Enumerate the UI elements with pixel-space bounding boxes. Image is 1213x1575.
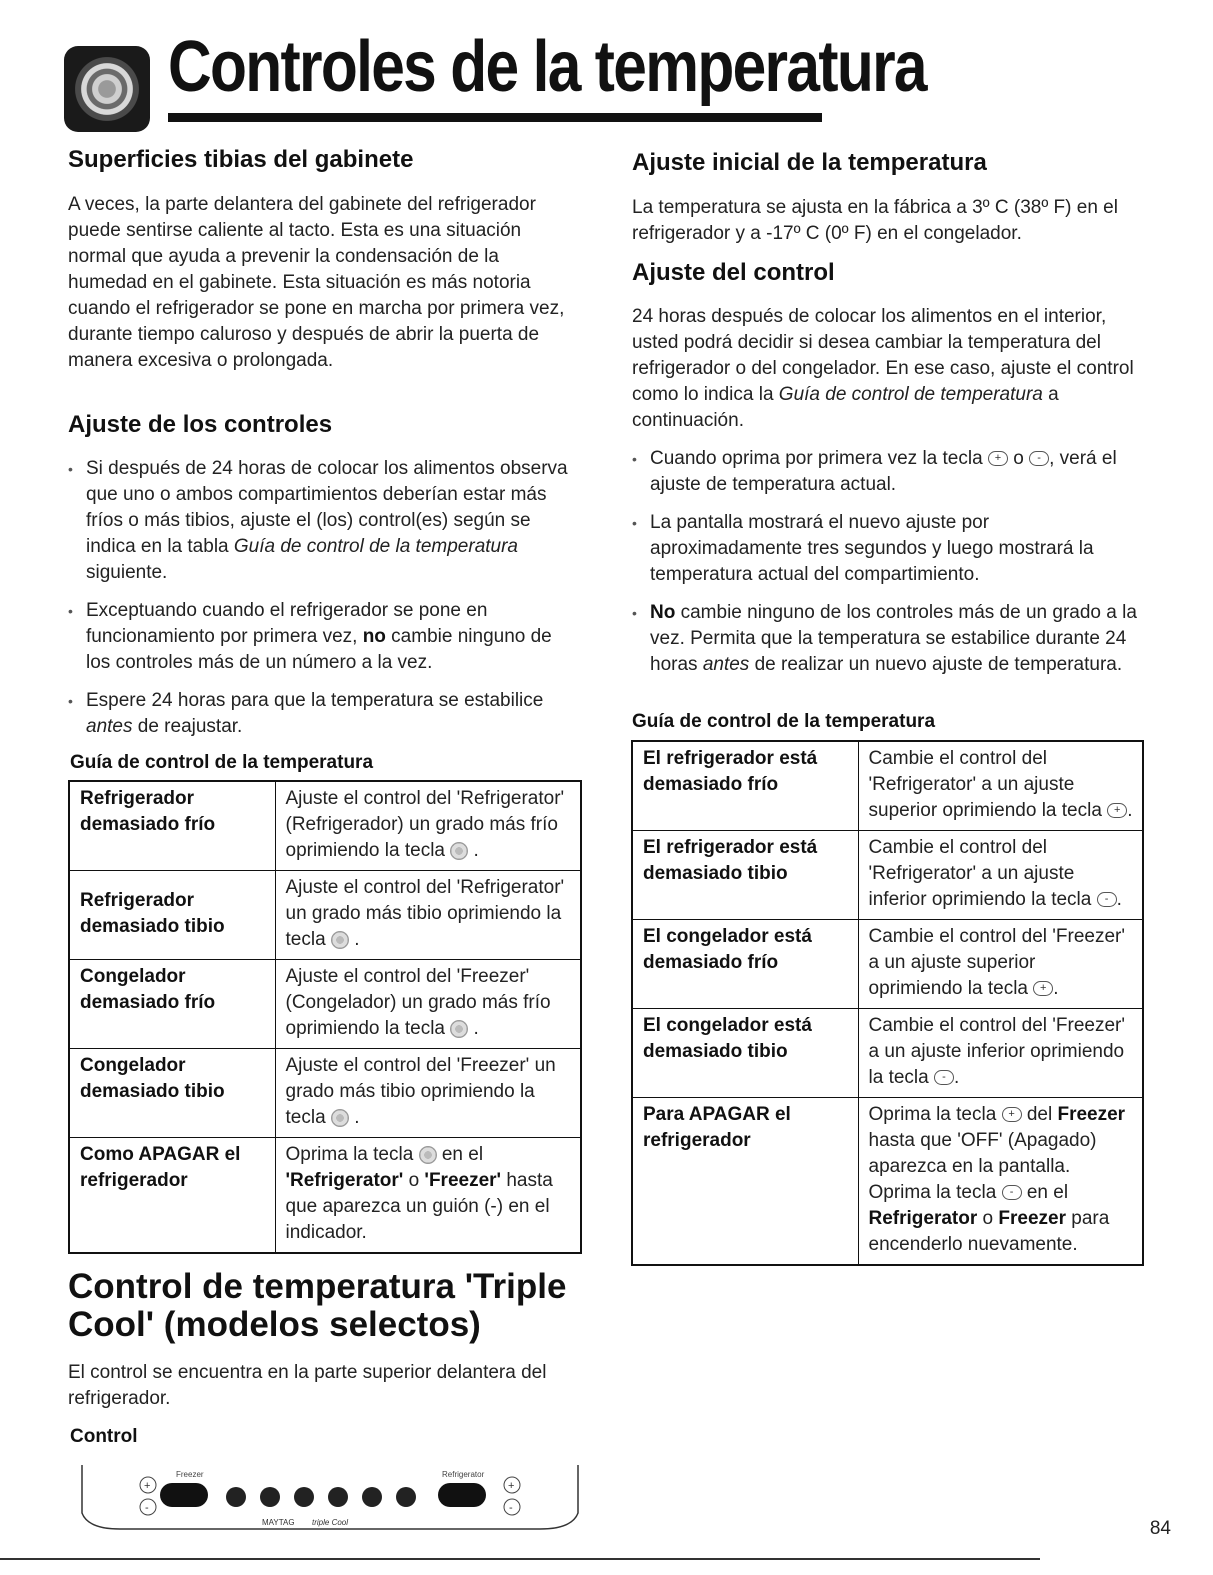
control-key-icon bbox=[419, 1146, 437, 1164]
page-number: 84 bbox=[1149, 1518, 1171, 1539]
control-key-icon bbox=[450, 1020, 468, 1038]
plus-key-icon: + bbox=[1002, 1107, 1022, 1122]
row-label: El congelador está demasiado frío bbox=[632, 920, 858, 1009]
control-key-icon bbox=[450, 842, 468, 860]
list-item: • Cuando oprima por primera vez la tecla + o - , verá el ajuste de temperatura actual. bbox=[632, 446, 1144, 498]
row-label: Como APAGAR el refrigerador bbox=[69, 1138, 275, 1254]
left-table-title: Guía de control de la temperatura bbox=[70, 752, 374, 773]
table-row bbox=[632, 1009, 1143, 1098]
list-item: • Si después de 24 horas de colocar los alimentos observa que uno o ambos compartimientos deberían estar más fríos o más tibios, ajuste el (los) control(es) según se indica en la tabla Guía de control de la temperatura siguiente. bbox=[68, 456, 580, 586]
panel-refrigerator-label: Refrigerator bbox=[442, 1470, 485, 1479]
table-row bbox=[69, 1049, 581, 1138]
left-temperature-guide-table bbox=[68, 780, 582, 1254]
row-label: Refrigerador demasiado tibio bbox=[69, 871, 275, 960]
row-text: Ajuste el control del 'Refrigerator' (Refrigerador) un grado más frío oprimiendo la tecla . bbox=[275, 781, 581, 871]
row-text: Oprima la tecla + del Freezer hasta que 'OFF' (Apagado) aparezca en la pantalla. Oprima la tecla - en el Refrigerator o Freezer para encenderlo nuevamente. bbox=[858, 1098, 1143, 1266]
warm-surfaces-body: A veces, la parte delantera del gabinete del refrigerador puede sentirse caliente al tacto. Esta es una situación normal que ayuda a prevenir la condensación de la humedad en el gabinete. Esta situación es más notoria cuando el refrigerador se pone en marcha por primera vez, durante tiempo caluroso y después de abrir la puerta de manera excesiva o prolongada. bbox=[68, 194, 565, 371]
thermostat-dial-icon bbox=[64, 46, 150, 132]
plus-key-icon: + bbox=[1033, 981, 1053, 996]
list-item: • Espere 24 horas para que la temperatura se estabilice antes de reajustar. bbox=[68, 688, 580, 740]
list-item: • No cambie ninguno de los controles más de un grado a la vez. Permita que la temperatura se estabilice durante 24 horas antes de realizar un nuevo ajuste de temperatura. bbox=[632, 600, 1144, 678]
minus-key-icon: - bbox=[1097, 892, 1117, 907]
svg-text:-: - bbox=[145, 1502, 149, 1514]
footer-rule bbox=[0, 1558, 1040, 1560]
row-text: Cambie el control del 'Refrigerator' a un ajuste superior oprimiendo la tecla + . bbox=[858, 741, 1143, 831]
adjust-controls-list bbox=[68, 456, 580, 752]
row-label: El refrigerador está demasiado tibio bbox=[632, 831, 858, 920]
row-label: Congelador demasiado frío bbox=[69, 960, 275, 1049]
minus-key-icon: - bbox=[1002, 1185, 1022, 1200]
svg-text:+: + bbox=[144, 1480, 151, 1492]
row-label: Para APAGAR el refrigerador bbox=[632, 1098, 858, 1266]
row-text: Ajuste el control del 'Freezer' un grado más tibio oprimiendo la tecla . bbox=[275, 1049, 581, 1138]
triple-cool-body: El control se encuentra en la parte superior delantera del refrigerador. bbox=[68, 1362, 547, 1409]
plus-key-icon: + bbox=[1107, 803, 1127, 818]
section-title-control-adjust: Ajuste del control bbox=[632, 259, 835, 286]
minus-key-icon: - bbox=[1029, 451, 1049, 466]
table-row bbox=[632, 741, 1143, 831]
section-title-warm-surfaces: Superficies tibias del gabinete bbox=[68, 146, 414, 173]
minus-key-icon: - bbox=[934, 1070, 954, 1085]
row-text: Cambie el control del 'Freezer' a un ajuste inferior oprimiendo la tecla - . bbox=[858, 1009, 1143, 1098]
panel-freezer-label: Freezer bbox=[176, 1470, 204, 1479]
panel-line: triple Cool bbox=[312, 1518, 349, 1527]
control-adjust-list bbox=[632, 446, 1144, 690]
row-text: Oprima la tecla en el 'Refrigerator' o 'Freezer' hasta que aparezca un guión (-) en el indicador. bbox=[275, 1138, 581, 1254]
row-label: El refrigerador está demasiado frío bbox=[632, 741, 858, 831]
row-label: Refrigerador demasiado frío bbox=[69, 781, 275, 871]
right-table-title: Guía de control de la temperatura bbox=[632, 711, 936, 732]
table-row bbox=[69, 1138, 581, 1254]
section-title-adjust-controls: Ajuste de los controles bbox=[68, 411, 333, 438]
svg-text:+: + bbox=[508, 1480, 515, 1492]
right-temperature-guide-table bbox=[631, 740, 1144, 1266]
row-text: Cambie el control del 'Refrigerator' a un ajuste inferior oprimiendo la tecla - . bbox=[858, 831, 1143, 920]
panel-brand: MAYTAG bbox=[262, 1518, 295, 1527]
plus-key-icon: + bbox=[988, 451, 1008, 466]
section-title-triple-cool: Control de temperatura 'Triple Cool' (modelos selectos) bbox=[68, 1267, 567, 1344]
svg-text:-: - bbox=[509, 1502, 513, 1514]
table-row bbox=[632, 831, 1143, 920]
control-key-icon bbox=[331, 931, 349, 949]
table-row bbox=[632, 920, 1143, 1009]
list-item: • La pantalla mostrará el nuevo ajuste por aproximadamente tres segundos y luego mostrará la temperatura actual del compartimiento. bbox=[632, 510, 1144, 588]
title-underline bbox=[168, 113, 822, 122]
list-item: • Exceptuando cuando el refrigerador se pone en funcionamiento por primera vez, no cambie ninguno de los controles más de un número a la vez. bbox=[68, 598, 580, 676]
control-panel-illustration bbox=[80, 1463, 580, 1533]
table-row bbox=[69, 781, 581, 871]
row-label: Congelador demasiado tibio bbox=[69, 1049, 275, 1138]
page-title: Controles de la temperatura bbox=[168, 27, 926, 107]
table-row bbox=[632, 1098, 1143, 1266]
section-title-initial-setting: Ajuste inicial de la temperatura bbox=[632, 149, 987, 176]
row-label: El congelador está demasiado tibio bbox=[632, 1009, 858, 1098]
row-text: Cambie el control del 'Freezer' a un ajuste superior oprimiendo la tecla + . bbox=[858, 920, 1143, 1009]
table-row bbox=[69, 960, 581, 1049]
table-row bbox=[69, 871, 581, 960]
control-label: Control bbox=[70, 1426, 138, 1447]
control-key-icon bbox=[331, 1109, 349, 1127]
control-adjust-body: 24 horas después de colocar los alimentos en el interior, usted podrá decidir si desea cambiar la temperatura del refrigerador o del congelador. En ese caso, ajuste el control como lo indica la Guía de control de temperatura a continuación. bbox=[632, 306, 1134, 431]
row-text: Ajuste el control del 'Refrigerator' un grado más tibio oprimiendo la tecla . bbox=[275, 871, 581, 960]
initial-setting-body: La temperatura se ajusta en la fábrica a 3º C (38º F) en el refrigerador y a -17º C (0º F) en el congelador. bbox=[632, 197, 1118, 244]
row-text: Ajuste el control del 'Freezer' (Congelador) un grado más frío oprimiendo la tecla . bbox=[275, 960, 581, 1049]
